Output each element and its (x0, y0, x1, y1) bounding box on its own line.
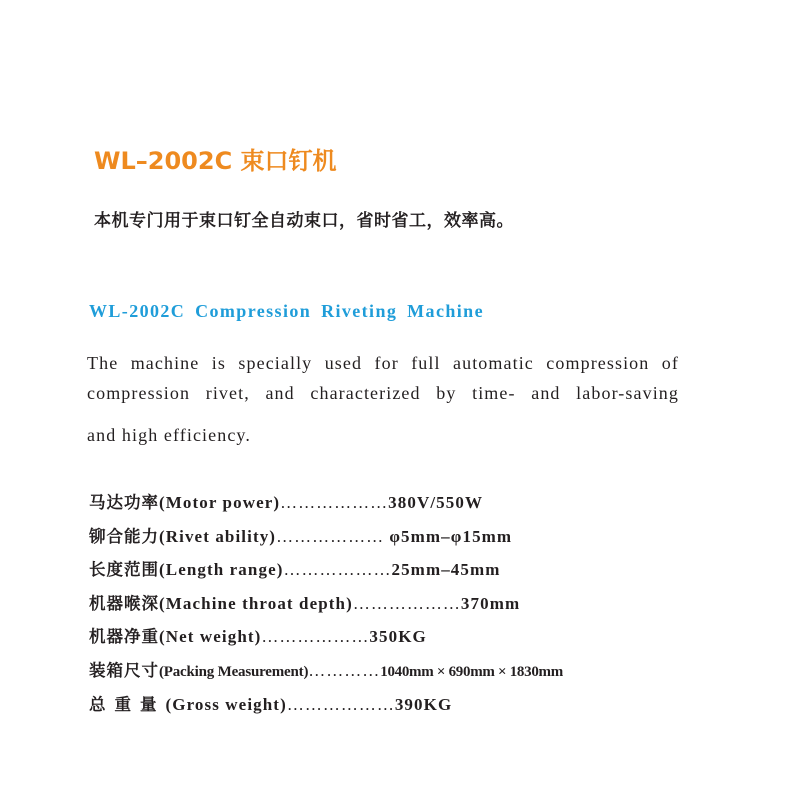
spec-row-packing-measurement (89, 657, 563, 691)
spec-label-en: (Length range) (159, 560, 284, 580)
spec-leader-dots: ……………… (286, 694, 395, 714)
chinese-title: WL–2002C 束口钉机 (94, 147, 337, 175)
spec-label-en: (Machine throat depth) (159, 593, 353, 613)
english-title: WL-2002C Compression Riveting Machine (89, 301, 484, 321)
english-description-line-1: The machine is specially used for full automatic compression of (87, 353, 679, 373)
spec-label-en: (Packing Measurement) (159, 663, 309, 680)
spec-value: 350KG (369, 627, 427, 647)
spec-row-machine-throat-depth (89, 590, 563, 624)
spec-label-cn: 机器喉深 (89, 593, 159, 613)
chinese-description: 本机专门用于束口钉全自动束口，省时省工，效率高。 (94, 211, 514, 231)
spec-label-en: (Motor power) (159, 493, 281, 512)
english-description-line-3: and high efficiency. (87, 425, 251, 445)
spec-leader-dots: ………… (308, 660, 381, 680)
spec-leader-dots: ……………… (261, 627, 370, 647)
english-description (87, 348, 679, 450)
spec-value: 370mm (460, 593, 521, 613)
spec-value: 390KG (394, 694, 453, 714)
spec-row-motor-power (89, 489, 563, 523)
spec-row-gross-weight (89, 691, 563, 725)
spec-label-en: (Net weight) (159, 627, 262, 647)
spec-row-rivet-ability (89, 523, 563, 557)
spec-label-en: (Rivet ability) (159, 526, 277, 546)
spec-value: 25mm–45mm (391, 560, 501, 580)
spec-leader-dots: ……………… (352, 593, 461, 613)
spec-label-en: (Gross weight) (165, 694, 287, 714)
spec-value: 1040mm × 690mm × 1830mm (380, 663, 563, 680)
spec-leader-dots: ……………… (283, 560, 392, 580)
spec-value: 380V/550W (388, 493, 484, 512)
spec-row-net-weight (89, 623, 563, 657)
spec-label-cn: 马达功率 (89, 493, 159, 512)
spec-label-cn: 装箱尺寸 (89, 660, 159, 680)
spec-row-length-range (89, 556, 563, 590)
spec-label-cn: 总重量 (89, 694, 166, 714)
spec-value: φ5mm–φ15mm (389, 526, 513, 546)
english-description-line-2: compression rivet, and characterized by time- and labor-saving (87, 383, 679, 403)
spec-leader-dots: ……………… (280, 493, 389, 512)
spec-label-cn: 机器净重 (89, 627, 159, 647)
spec-label-cn: 铆合能力 (89, 526, 159, 546)
spec-leader-dots: ……………… (276, 526, 390, 546)
spec-label-cn: 长度范围 (89, 560, 159, 580)
spec-list (89, 489, 563, 724)
